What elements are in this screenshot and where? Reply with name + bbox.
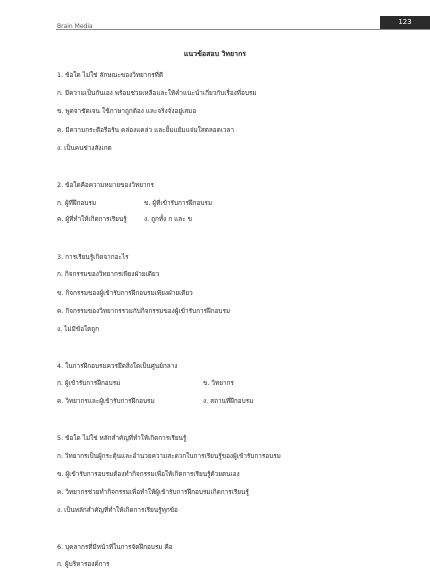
question-1-option-b: ข. พูดจาชัดเจน ใช้ภาษาถูกต้อง และจริงจังอยู่เสมอ [57, 107, 197, 115]
publisher-name: Brain Media [57, 23, 93, 30]
header-rule [56, 29, 430, 30]
question-1: 1. ข้อใด ไม่ใช่ ลักษณะของวิทยากรที่ดี [57, 71, 164, 79]
question-1-option-c: ค. มีความกระตือรือร้น คล่องแคล่ว และยิ้มแย้มแจ่มใสตลอดเวลา [57, 126, 235, 134]
question-2-option-a: ก. ผู้ที่ฝึกอบรม [57, 199, 97, 207]
question-4-option-c: ค. วิทยากรและผู้เข้ารับการฝึกอบรม [57, 397, 155, 405]
question-3-option-d: ง. ไม่มีข้อใดถูก [57, 325, 100, 333]
question-3-option-c: ค. กิจกรรมของวิทยากรรวมกับกิจกรรมของผู้เข้ารับการฝึกอบรม [57, 307, 231, 315]
question-2-option-d: ง. ถูกทั้ง ก และ ข [144, 215, 193, 223]
question-4: 4. ในการฝึกอบรมควรยึดสิ่งใดเป็นศูนย์กลาง [57, 362, 178, 370]
question-2-option-c: ค. ผู้ที่ทำให้เกิดการเรียนรู้ [57, 215, 127, 223]
question-5-option-b: ข. ผู้เข้ารับการอบรมต้องทำกิจกรรมเพื่อให้เกิดการเรียนรู้ด้วยตนเอง [57, 470, 240, 478]
question-4-option-a: ก. ผู้เข้ารับการฝึกอบรม [57, 379, 121, 387]
question-2: 2. ข้อใดคือความหมายของวิทยากร [57, 181, 154, 189]
question-3: 3. การเรียนรู้เกิดจากอะไร [57, 253, 129, 261]
question-5-option-a: ก. วิทยากรเป็นผู้กระตุ้นและอำนวยความสะดวกในการเรียนรู้ของผู้เข้ารับการอบรม [57, 452, 281, 460]
question-4-option-d: ง. สถานที่ฝึกอบรม [203, 397, 254, 405]
page-number: 123 [380, 16, 430, 29]
question-5: 5. ข้อใด ไม่ใช่ หลักสำคัญที่ทำให้เกิดการเรียนรู้ [57, 434, 187, 442]
question-4-option-b: ข. วิทยากร [203, 379, 234, 387]
question-1-option-d: ง. เป็นคนช่างสังเกต [57, 144, 112, 152]
question-5-option-c: ค. วิทยากรช่วยทำกิจกรรมเพื่อทำให้ผู้เข้ารับการฝึกอบรมเกิดการเรียนรู้ [57, 488, 249, 496]
question-2-option-b: ข. ผู้ที่เข้ารับการฝึกอบรม [144, 199, 213, 207]
question-3-option-a: ก. กิจกรรมของวิทยากรเพียงฝ่ายเดียว [57, 270, 160, 278]
question-6-option-a: ก. ผู้บริหารองค์การ [57, 560, 110, 568]
question-3-option-b: ข. กิจกรรมของผู้เข้ารับการฝึกอบรมเพียงฝ่ายเดียว [57, 289, 193, 297]
question-5-option-d: ง. เป็นหลักสำคัญที่ทำให้เกิดการเรียนรู้ทุกข้อ [57, 506, 178, 514]
question-1-option-a: ก. มีความเป็นกันเอง พร้อมช่วยเหลือและให้คำแนะนำเกี่ยวกับเรื่องที่อบรม [57, 89, 257, 97]
question-6: 6. บุคลากรที่มีหน้าที่ในการจัดฝึกอบรม คือ [57, 543, 173, 551]
page-title: แนวข้อสอบ วิทยากร [183, 50, 247, 58]
